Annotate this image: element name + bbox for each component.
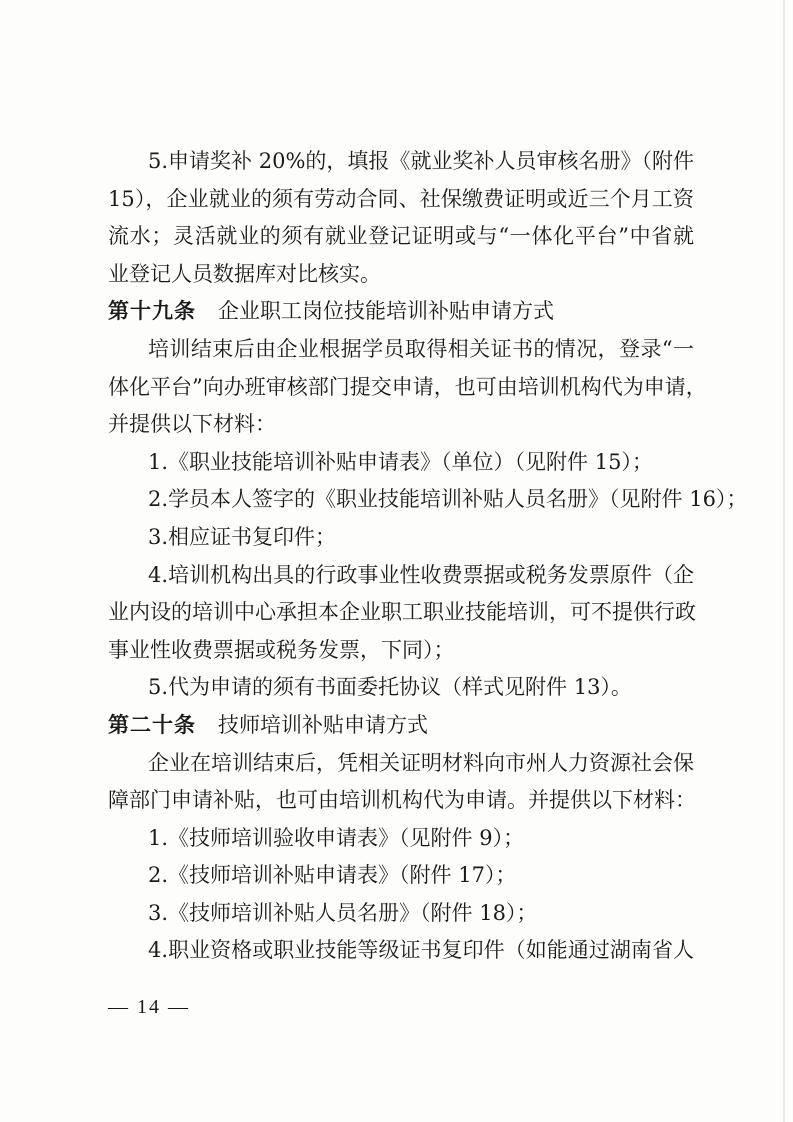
text-line: 体化平台”向办班审核部门提交申请，也可由培训机构代为申请， — [108, 374, 707, 399]
text-line: 2.《技师培训补贴申请表》（附件 17）； — [148, 863, 517, 888]
text-line: 1.《职业技能培训补贴申请表》（单位）（见附件 15）； — [148, 449, 653, 474]
article-19-title: 企业职工岗位技能培训补贴申请方式 — [218, 299, 554, 324]
text-line: 5.申请奖补 20%的，填报《就业奖补人员审核名册》（附件 — [148, 149, 694, 173]
text-line: 障部门申请补贴，也可由培训机构代为申请。并提供以下材料： — [108, 788, 696, 813]
article-19-number: 第十九条 — [108, 299, 196, 324]
article-20-body — [108, 745, 694, 971]
text-line: 4.职业资格或职业技能等级证书复印件（如能通过湖南省人 — [148, 938, 694, 963]
article-19-heading — [108, 293, 694, 331]
article-20-number: 第二十条 — [108, 712, 196, 737]
text-line: 业登记人员数据库对比核实。 — [108, 261, 381, 286]
paragraph-item-5-continued — [108, 143, 694, 293]
text-line: 并提供以下材料： — [108, 412, 276, 437]
text-line: 4.培训机构出具的行政事业性收费票据或税务发票原件（企 — [148, 562, 694, 587]
article-19-body — [108, 331, 748, 707]
text-line: 企业在培训结束后，凭相关证明材料向市州人力资源社会保 — [148, 750, 694, 775]
text-line: 3.《技师培训补贴人员名册》（附件 18）； — [148, 900, 538, 925]
scan-edge — [783, 0, 785, 1122]
text-line: 流水；灵活就业的须有就业登记证明或与“一体化平台”中省就 — [108, 224, 694, 249]
text-line: 事业性收费票据或税务发票，下同）； — [108, 637, 455, 662]
article-20-heading — [108, 707, 694, 745]
article-20-title: 技师培训补贴申请方式 — [218, 712, 428, 737]
text-line: 15），企业就业的须有劳动合同、社保缴费证明或近三个月工资 — [108, 186, 694, 211]
text-line: 3.相应证书复印件； — [148, 524, 337, 549]
text-line: 5.代为申请的须有书面委托协议（样式见附件 13）。 — [148, 675, 632, 700]
document-body — [108, 143, 748, 970]
text-line: 业内设的培训中心承担本企业职工职业技能培训，可不提供行政 — [108, 600, 696, 625]
text-line: 2.学员本人签字的《职业技能培训补贴人员名册》（见附件 16）； — [148, 487, 748, 512]
text-line: 1.《技师培训验收申请表》（见附件 9）； — [148, 825, 525, 850]
page-number: — 14 — — [108, 996, 190, 1018]
text-line: 培训结束后由企业根据学员取得相关证书的情况，登录“一 — [148, 336, 694, 361]
